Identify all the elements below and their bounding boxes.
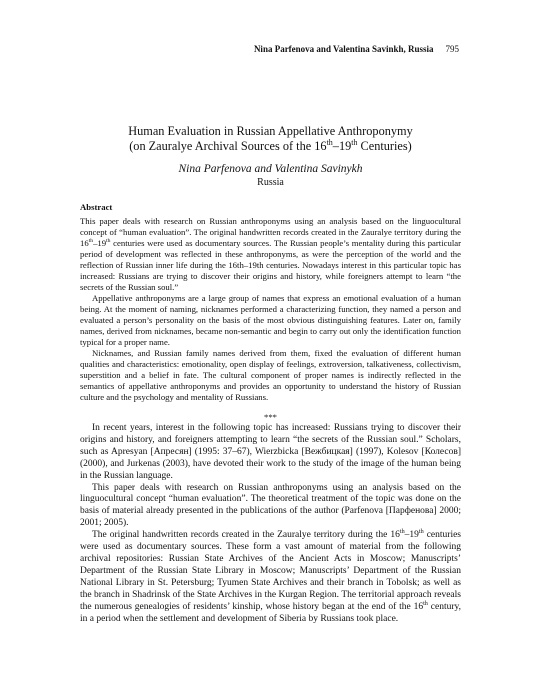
body-p3-text-d: century, in a period when the settlement and development of Siberia by Russians took place. bbox=[80, 601, 462, 624]
authors: Nina Parfenova and Valentina Savinykh bbox=[178, 163, 363, 175]
body-p3-text-a: The original handwritten records created in the Zauralye territory during the 16 bbox=[92, 530, 400, 541]
section-separator: *** bbox=[263, 412, 278, 422]
body-text bbox=[80, 423, 461, 625]
abstract-p1-text-b: –19 bbox=[93, 238, 107, 248]
abstract-paragraph-3: Nicknames, and Russian family names derived from them, fixed the evaluation of different human qualities and characteristics: emotionality, open display of feelings, extroversion, talkativeness, collectivism, superstition and a belief in fate. The cultural component of proper names is indirectly reflected in the semantics of appellative anthroponyms and provides an opportunity to understand the history of Russian culture and the psychology and mentality of Russians. bbox=[80, 348, 461, 402]
body-p3-sup-1: th bbox=[399, 529, 405, 535]
body-paragraph-2: This paper deals with research on Russian anthroponyms using an analysis based on the linguocultural concept “human evaluation”. The theoretical treatment of the topic was done on the basis of material already presented in the publications of the author (Parfenova [Парфенова] 2000; 2001; 2005). bbox=[80, 482, 461, 529]
abstract-heading: Abstract bbox=[80, 202, 113, 212]
body-p3-sup-3: th bbox=[423, 600, 428, 607]
abstract-p1-text-c: centuries were used as documentary sources. The Russian people’s mentality during this particular period of development was reflected in these anthroponyms, as were the perception of the world and the reflection of Russian inner life during the 16th–19th centuries. Nowadays interest in this particular topic has increased: Russians are trying to discover their origins and history, while foreigners attempt to learn “the secrets of the Russian soul.” bbox=[80, 238, 461, 292]
abstract-paragraph-2: Appellative anthroponyms are a large group of names that express an emotional evaluation of a human being. At the moment of naming, nicknames performed a characterizing function, they named a person and evaluated a person’s personality on the basis of the most obvious distinguishing features. Later on, family names, derived from nicknames, became non-semantic and begin to carry out only the identification function typical for a proper name. bbox=[80, 293, 461, 347]
abstract-p1-sup-1: th bbox=[88, 238, 94, 245]
page-number: 795 bbox=[445, 44, 459, 54]
abstract bbox=[80, 202, 461, 423]
body-paragraph-1: In recent years, interest in the following topic has increased: Russians trying to discover their origins and history, and foreigners attempting to learn “the secrets of the Russian soul.” Scholars, such as Apresyan [Апресян] (1995: 37–67), Wierzbicka [Вежбицкая] (1997), Kolesov [Колесов] (2000), and Jurkenas (2003), have devoted their work to the study of the image of the human being in the Russian language. bbox=[80, 423, 461, 481]
body-p3-sup-2: th bbox=[418, 529, 424, 535]
abstract-paragraph-1 bbox=[80, 216, 461, 293]
running-head-authors: Nina Parfenova and Valentina Savinkh, Russia bbox=[253, 44, 434, 54]
abstract-p1-text-a: This paper deals with research on Russian anthroponyms using an analysis based on the linguocultural concept of “human evaluation”. The original handwritten records created in the Zauralye territory during the 16 bbox=[80, 216, 461, 248]
title-line-1: Human Evaluation in Russian Appellative Anthroponymy bbox=[128, 124, 413, 138]
title-dash: –19 bbox=[332, 139, 352, 153]
title-sup-2: th bbox=[351, 137, 358, 147]
title-sup-1: th bbox=[326, 137, 333, 147]
country: Russia bbox=[257, 177, 284, 188]
title-line-2-prefix: (on Zauralye Archival Sources of the 16 bbox=[129, 139, 327, 153]
title-line-2-suffix: Centuries) bbox=[357, 139, 412, 153]
body-p3-text-c: centuries were used as documentary sources. These form a vast amount of material from the following archival repositories: Russian State Archives of the Ancient Acts in Moscow; Manuscripts’ Department of the Russian State Library in Moscow; Manuscripts’ Department of the Russian National Library in St. Petersburg; Tyumen State Archives and their branch in Tobolsk; as well as the branch in Shadrinsk of the State Archives in the Kurgan Region. The territorial approach reveals the numerous genealogies of residents’ kinship, whose history began at the end of the 16 bbox=[80, 530, 461, 612]
paper-title bbox=[80, 124, 461, 154]
abstract-p1-sup-2: th bbox=[106, 238, 111, 245]
title-block bbox=[80, 124, 461, 189]
body-p3-text-b: –19 bbox=[404, 530, 419, 541]
body-paragraph-3 bbox=[80, 530, 461, 625]
running-head bbox=[254, 44, 459, 54]
